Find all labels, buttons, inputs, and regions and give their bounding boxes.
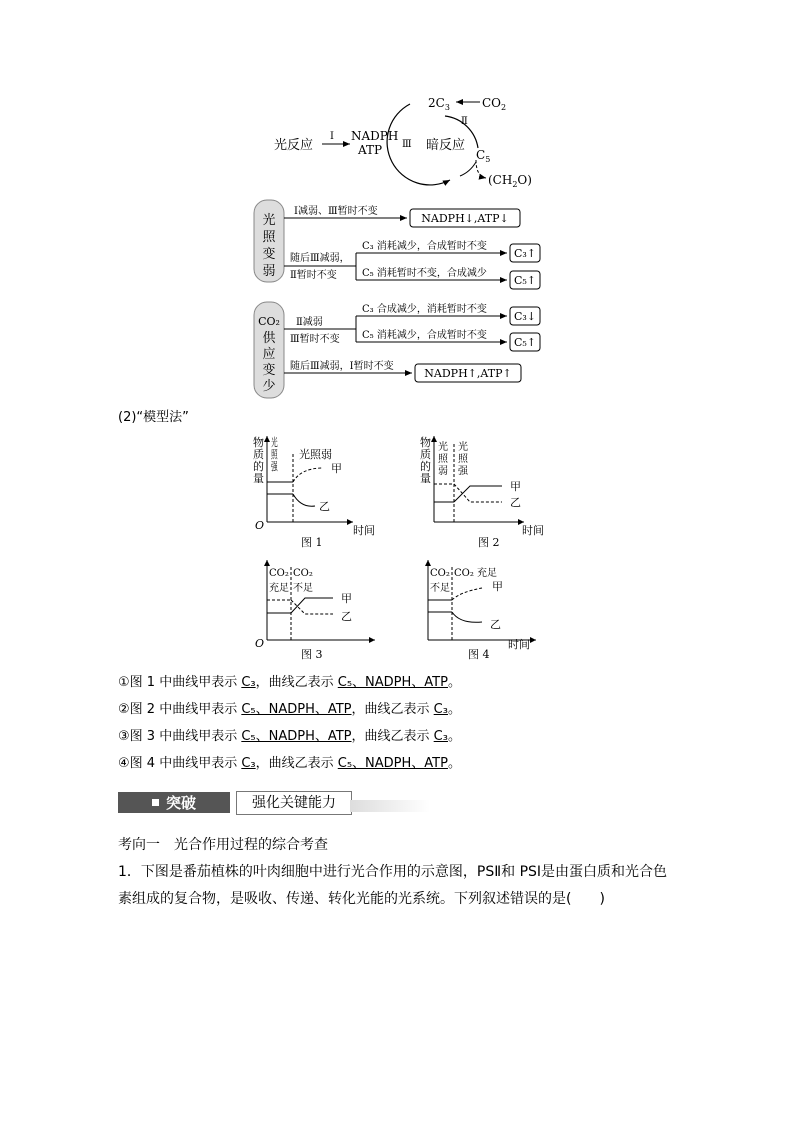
question-line-1: 1．下图是番茄植株的叶肉细胞中进行光合作用的示意图，PSⅡ和 PSⅠ是由蛋白质和光合色	[118, 864, 668, 880]
light-weak-sub2: C₅ 消耗暂时不变，合成减少	[362, 268, 487, 279]
graph-4-caption: 图 4	[468, 648, 490, 661]
light-weak-branch1-text: Ⅰ减弱、Ⅲ暂时不变	[294, 206, 378, 217]
ch2o-label: $(CH_2O)$	[488, 173, 532, 189]
svg-text:供: 供	[262, 331, 276, 346]
graph-4	[412, 556, 552, 666]
svg-text:照: 照	[262, 230, 276, 245]
svg-text:乙: 乙	[319, 500, 330, 513]
svg-text:O: O	[255, 519, 265, 532]
banner-box-label: 强化关键能力	[236, 791, 352, 815]
banner-dark-tab: 突破	[118, 792, 230, 813]
svg-text:CO₂: CO₂	[269, 568, 289, 579]
svg-text:C₅↑: C₅↑	[513, 274, 537, 287]
roman-III: Ⅲ	[402, 139, 412, 150]
svg-text:物质的量: 物质的量	[253, 436, 264, 485]
svg-text:乙: 乙	[341, 610, 352, 623]
section-title: 考向一 光合作用过程的综合考查	[118, 837, 328, 853]
svg-text:乙: 乙	[510, 496, 521, 509]
svg-text:C₃↑: C₃↑	[513, 247, 537, 260]
svg-text:物质的量: 物质的量	[420, 436, 431, 485]
svg-text:NADPH↑,ATP↑: NADPH↑,ATP↑	[424, 367, 512, 380]
section-banner	[118, 791, 430, 815]
svg-text:C₅↑: C₅↑	[513, 336, 537, 349]
statement-2: ②图 2 中曲线甲表示 C₅、NADPH、ATP，曲线乙表示 C₃。	[118, 702, 461, 717]
light-weak-branch2-line1: 随后Ⅲ减弱，	[290, 253, 350, 264]
svg-text:变: 变	[262, 247, 276, 262]
statement-4: ④图 4 中曲线甲表示 C₃，曲线乙表示 C₅、NADPH、ATP。	[118, 756, 461, 771]
svg-text:弱: 弱	[262, 264, 276, 279]
svg-text:变: 变	[262, 363, 276, 378]
graph-1	[245, 432, 385, 552]
graph-2	[412, 432, 552, 552]
light-weak-sub1: C₃ 消耗减少，合成暂时不变	[362, 241, 487, 252]
graph-3-caption: 图 3	[301, 648, 323, 661]
co2-label: $CO_2$	[482, 96, 507, 112]
light-weak-branch2-line2: Ⅱ暂时不变	[290, 270, 337, 281]
co2-change-flow	[250, 300, 550, 402]
svg-text:C₃↓: C₃↓	[513, 310, 537, 323]
svg-text:甲: 甲	[492, 580, 503, 593]
svg-text:应: 应	[262, 347, 276, 362]
roman-II: Ⅱ	[461, 116, 468, 127]
graph-3	[245, 556, 385, 666]
svg-text:NADPH↓,ATP↓: NADPH↓,ATP↓	[421, 212, 509, 225]
atp-label: ATP	[358, 143, 383, 157]
svg-text:不足: 不足	[293, 583, 313, 594]
model-heading: (2)“模型法”	[118, 410, 189, 425]
photosynthesis-cycle-diagram	[270, 88, 530, 190]
svg-text:光: 光	[262, 213, 276, 228]
svg-text:O: O	[255, 637, 265, 650]
co2-sub2: C₅ 消耗减少，合成暂时不变	[362, 330, 487, 341]
svg-text:甲: 甲	[341, 592, 352, 605]
co2-sub1: C₃ 合成减少，消耗暂时不变	[362, 304, 487, 315]
svg-text:充足: 充足	[269, 583, 289, 594]
svg-text:甲: 甲	[510, 480, 521, 493]
svg-text:不足: 不足	[430, 583, 450, 594]
co2-branch2-text: 随后Ⅲ减弱，Ⅰ暂时不变	[290, 361, 394, 372]
two-c3-label: $2C_3$	[428, 96, 450, 112]
statement-3: ③图 3 中曲线甲表示 C₅、NADPH、ATP，曲线乙表示 C₃。	[118, 729, 461, 744]
cycle-arc-bottom	[460, 162, 476, 176]
svg-text:时间: 时间	[508, 638, 530, 651]
svg-text:光照弱: 光照弱	[438, 442, 448, 477]
banner-fade	[350, 800, 430, 812]
co2-branch1-line1: Ⅱ减弱	[296, 317, 323, 328]
nadph-label: NADPH	[351, 129, 399, 143]
roman-I: Ⅰ	[330, 131, 334, 142]
svg-text:时间: 时间	[522, 524, 544, 537]
c5-label: $C_5$	[476, 148, 491, 164]
co2-branch1-line2: Ⅲ暂时不变	[290, 334, 340, 345]
svg-text:CO₂: CO₂	[258, 315, 280, 328]
svg-text:CO₂: CO₂	[430, 568, 450, 579]
svg-text:甲: 甲	[331, 462, 342, 475]
dark-reaction-label: 暗反应	[426, 138, 466, 153]
svg-text:CO₂: CO₂	[293, 568, 313, 579]
question-line-2: 素组成的复合物，是吸收、传递、转化光能的光系统。下列叙述错误的是( )	[118, 891, 605, 907]
svg-text:少: 少	[262, 379, 276, 394]
svg-text:时间: 时间	[353, 524, 375, 537]
statement-1: ①图 1 中曲线甲表示 C₃，曲线乙表示 C₅、NADPH、ATP。	[118, 675, 461, 690]
graph-1-ylabel	[253, 435, 264, 485]
svg-text:光照强: 光照强	[458, 442, 468, 477]
svg-text:乙: 乙	[490, 618, 501, 631]
svg-text:CO₂ 充足: CO₂ 充足	[454, 568, 498, 579]
light-reaction-label: 光反应	[274, 138, 314, 153]
svg-text:光照弱: 光照弱	[299, 448, 332, 461]
light-weak-flow	[250, 198, 550, 294]
svg-text:光照强: 光照强	[271, 436, 282, 473]
square-bullet-icon	[152, 799, 159, 806]
graph-2-caption: 图 2	[478, 536, 500, 549]
graph-1-caption: 图 1	[301, 536, 323, 549]
